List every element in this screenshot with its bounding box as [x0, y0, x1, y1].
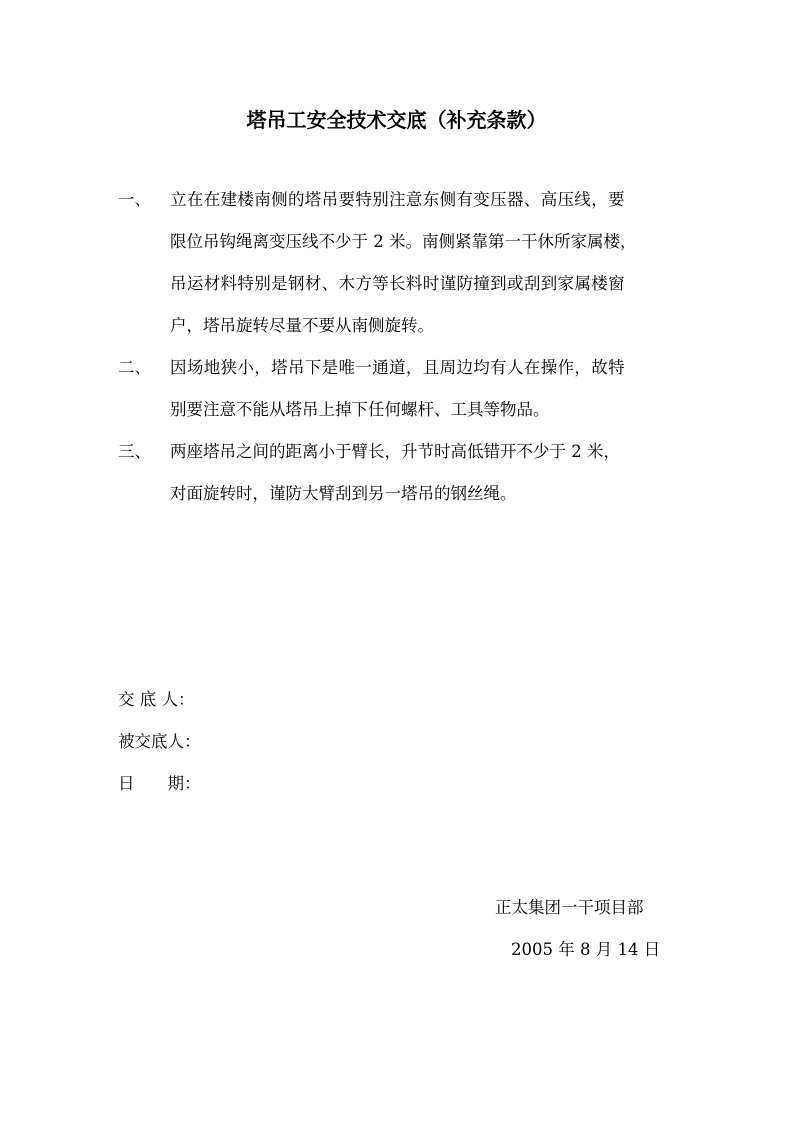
item-line: 对面旋转时，谨防大臂刮到另一塔吊的钢丝绳。: [170, 484, 517, 503]
item-number: 一、: [118, 190, 151, 209]
item-line: 限位吊钩绳离变压线不少于 2 米。南侧紧靠第一干休所家属楼，: [170, 232, 637, 251]
document-date: 2005 年 8 月 14 日: [511, 940, 661, 959]
item-line: 吊运材料特别是钢材、木方等长料时谨防撞到或刮到家属楼窗: [170, 274, 625, 293]
discloser-label: 交 底 人：: [118, 690, 195, 709]
item-line: 因场地狭小，塔吊下是唯一通道，且周边均有人在操作，故特: [170, 358, 625, 377]
item-line: 别要注意不能从塔吊上掉下任何螺杆、工具等物品。: [170, 400, 550, 419]
item-line: 两座塔吊之间的距离小于臂长，升节时高低错开不少于 2 米，: [170, 442, 620, 461]
item-number: 二、: [118, 358, 151, 377]
item-number: 三、: [118, 442, 151, 461]
item-line: 户，塔吊旋转尽量不要从南侧旋转。: [170, 316, 434, 335]
organization-name: 正太集团一干项目部: [495, 898, 644, 917]
recipient-label: 被交底人：: [118, 732, 201, 751]
date-label: 日 期：: [118, 774, 201, 793]
item-line: 立在在建楼南侧的塔吊要特别注意东侧有变压器、高压线，要: [170, 190, 625, 209]
document-title: 塔吊工安全技术交底（补充条款）: [246, 108, 547, 132]
